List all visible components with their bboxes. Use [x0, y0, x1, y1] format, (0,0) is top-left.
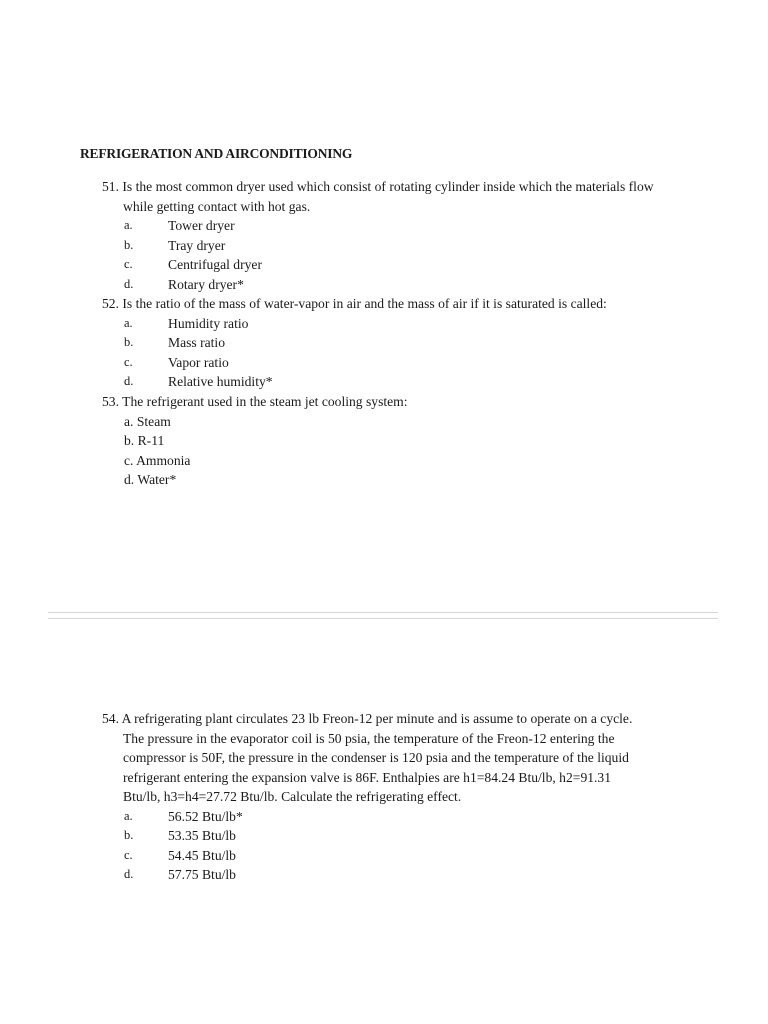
option-text: 57.75 Btu/lb	[168, 867, 236, 882]
question-51	[102, 177, 662, 294]
option-text: Vapor ratio	[168, 354, 229, 370]
option-text: 56.52 Btu/lb*	[168, 808, 243, 824]
section-heading: REFRIGERATION AND AIRCONDITIONING	[80, 146, 353, 161]
option-letter: a.	[124, 315, 133, 330]
option-c	[102, 846, 648, 866]
option-b: b. R-11	[124, 433, 165, 448]
question-53	[102, 392, 662, 490]
option-text: Tower dryer	[168, 218, 235, 233]
option-a	[102, 807, 648, 827]
option-b	[102, 236, 662, 256]
option-letter: d.	[124, 867, 134, 881]
option-d	[102, 275, 662, 295]
option-text: Centrifugal dryer	[168, 257, 262, 272]
option-c: c. Ammonia	[124, 452, 191, 468]
options-list	[102, 314, 662, 392]
option-text: 54.45 Btu/lb	[168, 847, 236, 863]
options-list	[102, 412, 662, 490]
option-letter: c.	[124, 847, 133, 862]
option-d: d. Water*	[124, 472, 177, 487]
option-b	[102, 333, 662, 353]
page-break-line	[48, 618, 718, 619]
option-letter: b.	[124, 237, 134, 252]
option-a: a. Steam	[124, 413, 171, 429]
options-list	[102, 216, 662, 294]
option-text: Relative humidity*	[168, 374, 273, 389]
option-letter: d.	[124, 276, 134, 291]
option-letter: d.	[124, 374, 134, 388]
option-text: 53.35 Btu/lb	[168, 828, 236, 843]
option-b	[102, 826, 648, 846]
page-break-line	[48, 612, 718, 613]
option-text: Rotary dryer*	[168, 276, 244, 292]
options-list	[102, 807, 648, 885]
option-letter: c.	[124, 354, 133, 369]
option-text: Mass ratio	[168, 335, 226, 350]
question-text: 53. The refrigerant used in the steam jet cooling system:	[102, 394, 408, 409]
option-letter: a.	[124, 218, 133, 232]
option-a	[102, 216, 662, 236]
option-d	[102, 372, 662, 392]
option-c	[102, 255, 662, 275]
option-letter: c.	[124, 257, 133, 271]
option-letter: a.	[124, 808, 133, 823]
question-text: 54. A refrigerating plant circulates 23 lb Freon-12 per minute and is assume to operate on a cycle. The pressure in the evaporator coil is 50 psia, the temperature of the Freon-12 entering the compressor is 50F, the pressure in the condenser is 120 psia and the temperature of the liquid refrigerant entering the expansion valve is 86F. Enthalpies are h1=84.24 Btu/lb, h2=91.31 Btu/lb, h3=h4=27.72 Btu/lb. Calculate the refrigerating effect.	[102, 711, 633, 804]
option-letter: b.	[124, 335, 134, 349]
option-text: Tray dryer	[168, 237, 226, 253]
question-text: 51. Is the most common dryer used which consist of rotating cylinder inside which the materials flow while getting contact with hot gas.	[102, 179, 654, 214]
option-c	[102, 353, 662, 373]
option-letter: b.	[124, 828, 134, 842]
option-a	[102, 314, 662, 334]
option-text: Humidity ratio	[168, 315, 249, 331]
question-text: 52. Is the ratio of the mass of water-vapor in air and the mass of air if it is saturated is called:	[102, 296, 607, 311]
option-d	[102, 865, 648, 885]
question-52	[102, 294, 662, 392]
question-54	[102, 709, 648, 885]
